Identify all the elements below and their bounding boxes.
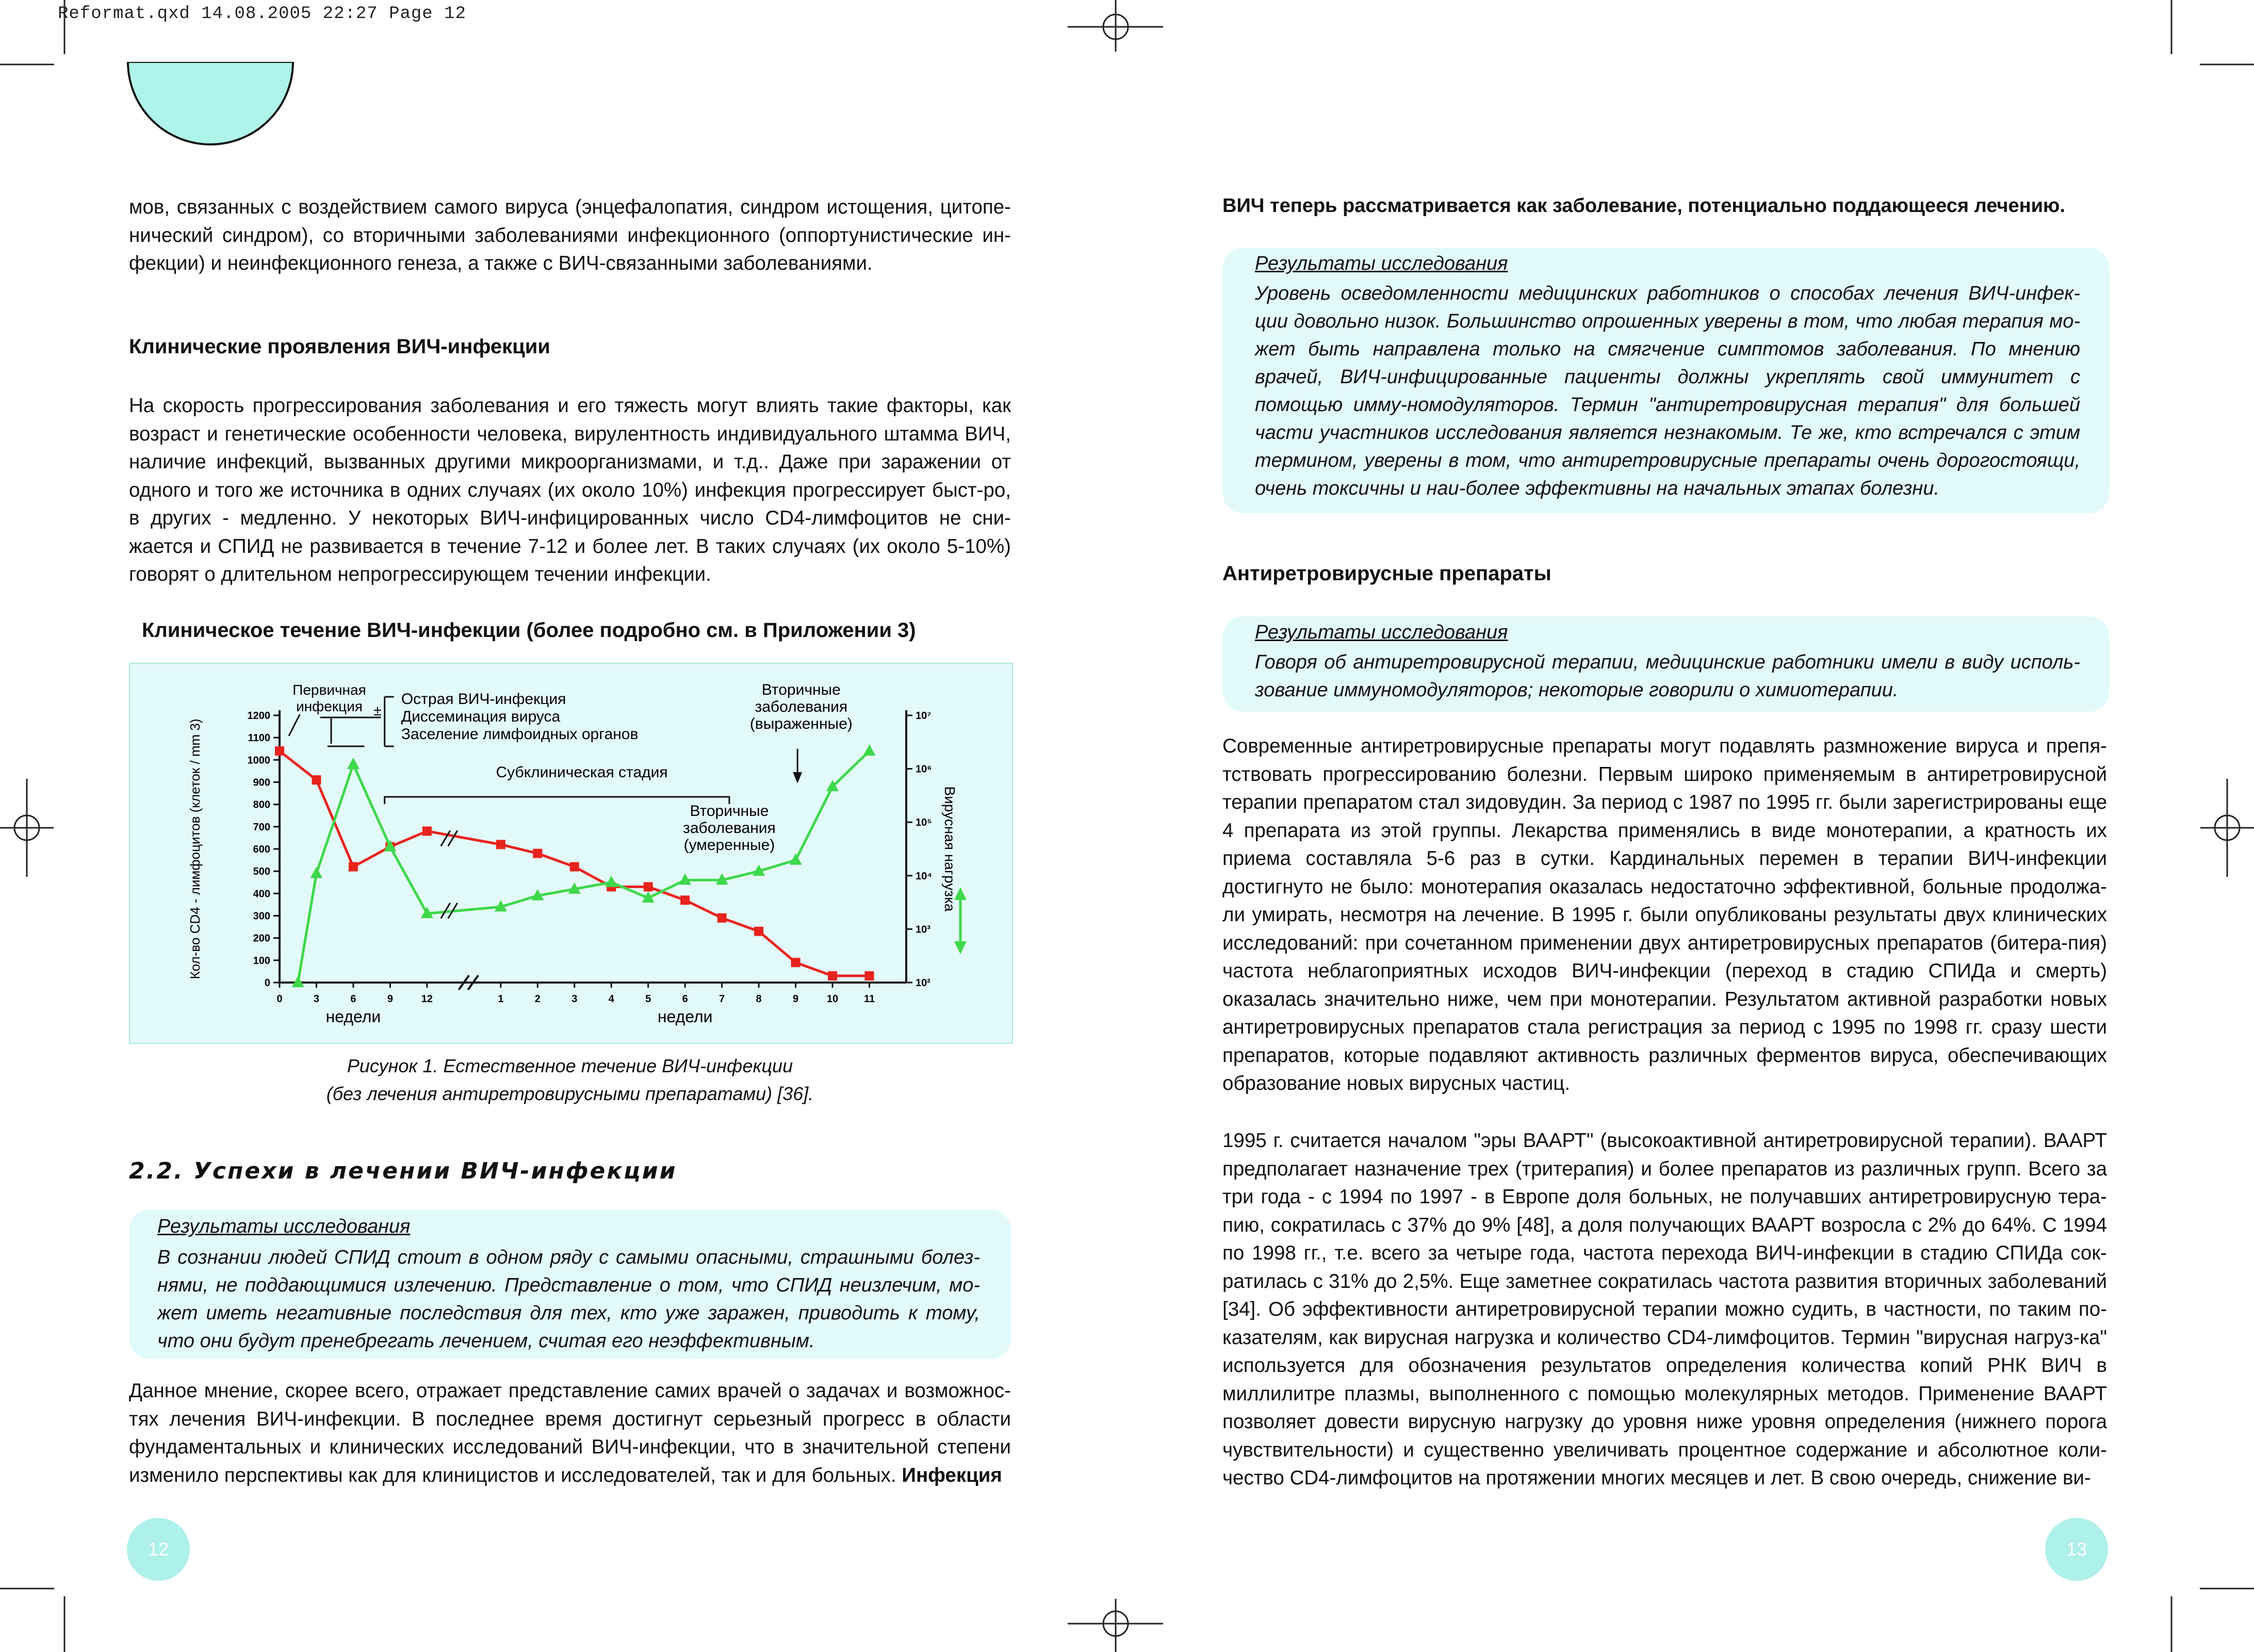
x-tick-label: 12 — [421, 993, 433, 1005]
viral-load-point — [347, 758, 360, 769]
cd4-point — [754, 927, 763, 936]
cd4-point — [533, 849, 542, 858]
cd4-point — [275, 746, 284, 756]
decor-circle — [124, 62, 299, 160]
annotation-pm: ± — [373, 702, 382, 718]
x-tick-label: 3 — [571, 993, 578, 1005]
y-tick-label: 100 — [253, 955, 270, 967]
annotation-secmod-1: Вторичные — [690, 803, 769, 820]
x-tick-label: 0 — [276, 993, 283, 1005]
y-tick-label: 1200 — [247, 710, 270, 722]
cd4-point — [422, 826, 432, 836]
heading-clinical: Клинические проявления ВИЧ-инфекции — [129, 335, 550, 358]
y-tick-label: 1100 — [248, 732, 270, 744]
x-tick-label: 5 — [645, 993, 651, 1005]
chart-panel — [129, 663, 1013, 1044]
arv-paragraph-2: 1995 г. считается началом "эры ВААРТ" (высокоактивной антиретровирусной терапии). ВААРТ предполагает назначение трех (тритерапия) и более препаратов из различных групп. Всего за три года - с 1994 по 1997 - в Европе доля больных, не получавших антиретровирусную тера-пию, сократилась с 37% до 9% [48], а доля получающих ВААРТ возросла с 2% до 64%. С 1994 по 1998 гг., т.е. всего за четыре года, частота перехода ВИЧ-инфекции в стадию СПИДа сок-ратилась с 31% до 2,5%. Еще заметнее сократилась частота развития вторичных заболеваний [34]. Об эффективности антиретровирусной терапии можно судить, в частности, по таким по-казателям, как вирусная нагрузка и количество CD4-лимфоцитов. Термин "вирусная нагруз-ка" используется для обозначения результатов определения количества копий РНК ВИЧ в миллилитре плазмы, выполненного с помощью молекулярных методов. Применение ВААРТ позволяет довести вирусную нагрузку до уровня ниже уровня определения (нижнего порога чувствительности) и существенно увеличивать процентное содержание и абсолютное коли-чество CD4-лимфоцитов на протяжении многих месяцев и лет. В свою очередь, снижение ви- — [1222, 1130, 2107, 1489]
figure-caption — [129, 1052, 1011, 1108]
print-slug: Reformat.qxd 14.08.2005 22:27 Page 12 — [58, 4, 466, 24]
cd4-point — [865, 971, 874, 980]
y-tick-label: 800 — [253, 799, 270, 811]
caption-line-1: Рисунок 1. Естественное течение ВИЧ-инфекции — [347, 1055, 793, 1076]
box3-text: Говоря об антиретровирусной терапии, медицинские работники имели в виду исполь-зование иммуномодуляторов; некоторые говорили о химиотерапии. — [1255, 651, 2080, 701]
x-tick-label: 3 — [313, 993, 320, 1005]
viral-load-point — [790, 854, 802, 865]
x-tick-label: 6 — [350, 993, 356, 1005]
annotation-secsev-2: заболевания — [755, 698, 848, 715]
annotation-acute-3: Заселение лимфоидных органов — [401, 726, 639, 743]
box1-text: В сознании людей СПИД стоит в одном ряду с самыми опасными, страшными болез-нями, не поддающимися излечению. Представление о том, что СПИД неизлечим, мо-жет иметь негативные последствия для тех, кто уже заражен, приводить к тому, что они будут пренебрегать лечением, считая его неэффективным. — [157, 1247, 980, 1352]
figure-title: Клиническое течение ВИЧ-инфекции (более подробно см. в Приложении 3) — [142, 619, 916, 642]
annotation-secsev-1: Вторичные — [761, 681, 841, 698]
annotation-secsev-3: (выраженные) — [749, 715, 853, 732]
y-tick-label: 900 — [253, 777, 270, 789]
series-line-viral-load — [298, 751, 870, 983]
x-tick-label: 2 — [534, 993, 541, 1005]
cd4-point — [644, 882, 653, 891]
final-paragraph-text: Данное мнение, скорее всего, отражает представление самих врачей о задачах и возможнос-тях лечения ВИЧ-инфекции. В последнее время достигнут серьезный прогресс в области фундаментальных и клинических исследований ВИЧ-инфекции, что в значительной степени изменило перспективы как для клиницистов и исследователей, так и для больных. — [129, 1380, 1011, 1486]
y2-axis-label: Вирусная нагрузка — [942, 786, 958, 912]
clinical-paragraph: На скорость прогрессирования заболевания и его тяжесть могут влиять такие факторы, как возраст и генетические особенности человека, вирулентность индивидуального штамма ВИЧ, наличие инфекций, вызванных другими микроорганизмами, и т.д.. Даже при заражении от одного и того же источника в одних случаях (их около 10%) инфекция прогрессирует быст-ро, в других - медленно. У некоторых ВИЧ-инфицированных число CD4-лимфоцитов не сни-жается и СПИД не развивается в течение 7-12 и более лет. В таких случаях (их около 5-10%) говорят о длительном непрогрессирующем течении инфекции. — [129, 395, 1011, 585]
viral-load-point — [863, 744, 876, 756]
final-paragraph — [129, 1377, 1011, 1490]
y-tick-label: 400 — [253, 888, 270, 900]
annotation-primary-2: инфекция — [296, 698, 363, 714]
annotation-acute-1: Острая ВИЧ-инфекция — [401, 691, 566, 708]
annotation-secmod-2: заболевания — [683, 820, 776, 837]
x-tick-label: 8 — [756, 993, 762, 1005]
research-box-1 — [129, 1209, 1011, 1359]
y2-tick-label: 10⁷ — [916, 710, 932, 722]
x-tick-label: 11 — [863, 993, 875, 1005]
cd4-point — [570, 862, 579, 872]
heading-arv: Антиретровирусные препараты — [1222, 562, 1551, 585]
cd4-point — [496, 840, 505, 849]
secsev-arrow-head — [793, 772, 802, 783]
x-tick-label: 6 — [682, 993, 688, 1005]
x-tick-label: 10 — [826, 993, 839, 1005]
caption-line-2: (без лечения антиретровирусными препаратами) [36]. — [326, 1083, 814, 1104]
subclinical-bracket — [385, 797, 729, 804]
x-axis-label-right: недели — [657, 1007, 713, 1026]
viral-load-point — [310, 866, 322, 878]
y-tick-label: 700 — [253, 821, 270, 833]
y-tick-label: 300 — [253, 910, 270, 922]
x-tick-label: 1 — [498, 993, 504, 1005]
box2-text: Уровень осведомленности медицинских работников о способах лечения ВИЧ-инфек-ции довольно низок. Большинство опрошенных уверены в том, что любая терапия мо-жет быть направлена только на смягчение симптомов заболевания. По мнению врачей, ВИЧ-инфицированные пациенты должны укреплять свой иммунитет с помощью имму-номодуляторов. Термин "антиретровирусная терапия" для большей части участников исследования является незнакомым. Те же, кто встречался с этим термином, уверены в том, что антиретровирусные препараты очень дорогостоящи, очень токсичны и наи-более эффективны на начальных этапах болезни. — [1255, 283, 2080, 499]
annotation-primary-1: Первичная — [292, 682, 366, 698]
x-tick-label: 9 — [793, 993, 799, 1005]
arv-paragraph-1: Современные антиретровирусные препараты могут подавлять размножение вируса и препя-тствовать прогрессированию болезни. Первым широко применяемым в антиретровирусной терапии препаратом стал зидовудин. За период с 1987 по 1995 гг. были зарегистрированы еще 4 препарата из этой группы. Лекарства применялись в виде монотерапии, а кратность их приема составляла 5-6 раз в сутки. Кардинальных перемен в терапии ВИЧ-инфекции достигнуто не было: монотерапия оказалась недостаточно эффективной, больные продолжа-ли умирать, несмотря на лечение. В 1995 г. были опубликованы результаты двух клинических исследований: при сочетанном применении двух антиретровирусных препаратов (битера-пия) частота неблагоприятных исходов ВИЧ-инфекции (переход в стадию СПИДа и смерть) оказалась значительно ниже, чем при монотерапии. Результатом активной разработки новых антиретровирусных препаратов стала регистрация за период с 1995 по 1998 гг. сразу шести препаратов, которые подавляют активность различных ферментов вируса, обеспечивающих образование новых вирусных частиц. — [1222, 735, 2107, 1094]
y-tick-label: 1000 — [247, 755, 270, 766]
y2-tick-label: 10³ — [916, 924, 930, 936]
cd4-point — [349, 862, 358, 872]
research-box-3 — [1222, 616, 2110, 712]
y-tick-label: 600 — [253, 844, 270, 855]
x-axis-label-left: недели — [325, 1007, 381, 1026]
annotation-subclinical: Субклиническая стадия — [496, 764, 668, 781]
y-tick-label: 500 — [253, 866, 270, 878]
y-tick-label: 0 — [264, 977, 270, 989]
y2-tick-label: 10² — [916, 977, 930, 989]
chart-svg — [130, 664, 1012, 1043]
cd4-point — [680, 895, 690, 905]
y2-tick-label: 10⁴ — [916, 870, 933, 882]
annotation-acute-2: Диссеминация вируса — [401, 708, 561, 725]
y-axis-label: Кол-во CD4 - лимфоцитов (клеток / mm 3) — [187, 718, 203, 979]
research-box-2 — [1222, 248, 2110, 513]
viral-load-arrow-down — [954, 941, 967, 954]
intro-paragraph: мов, связанных с воздействием самого вируса (энцефалопатия, синдром истощения, цитопе-нический синдром), со вторичными заболеваниями инфекционного (оппортунистические ин-фекции) и неинфекционного генеза, а также с ВИЧ-связанными заболеваниями. — [129, 196, 1011, 274]
cd4-point — [312, 775, 321, 784]
y2-tick-label: 10⁵ — [916, 817, 932, 829]
cd4-point — [828, 971, 837, 980]
box1-title: Результаты исследования — [157, 1216, 411, 1237]
viral-load-point — [605, 876, 617, 887]
final-paragraph-bold: Инфекция — [902, 1464, 1002, 1486]
cd4-point — [791, 958, 801, 967]
y2-tick-label: 10⁶ — [916, 763, 932, 775]
box2-title: Результаты исследования — [1255, 253, 1508, 274]
right-top-bold: ВИЧ теперь рассматривается как заболевание, потенциально поддающееся лечению. — [1222, 195, 2065, 217]
page-number-right: 13 — [2045, 1518, 2108, 1581]
cd4-point — [717, 913, 727, 923]
page-number-left: 12 — [127, 1518, 190, 1581]
x-tick-label: 7 — [719, 993, 725, 1005]
y-tick-label: 200 — [253, 933, 270, 944]
x-tick-label: 9 — [387, 993, 393, 1005]
x-tick-label: 4 — [608, 993, 614, 1005]
annotation-secmod-3: (умеренные) — [683, 837, 775, 854]
annotation-primary-pointer — [289, 714, 300, 736]
box3-title: Результаты исследования — [1255, 621, 1508, 643]
section-heading: 2.2. Успехи в лечении ВИЧ-инфекции — [129, 1158, 677, 1184]
